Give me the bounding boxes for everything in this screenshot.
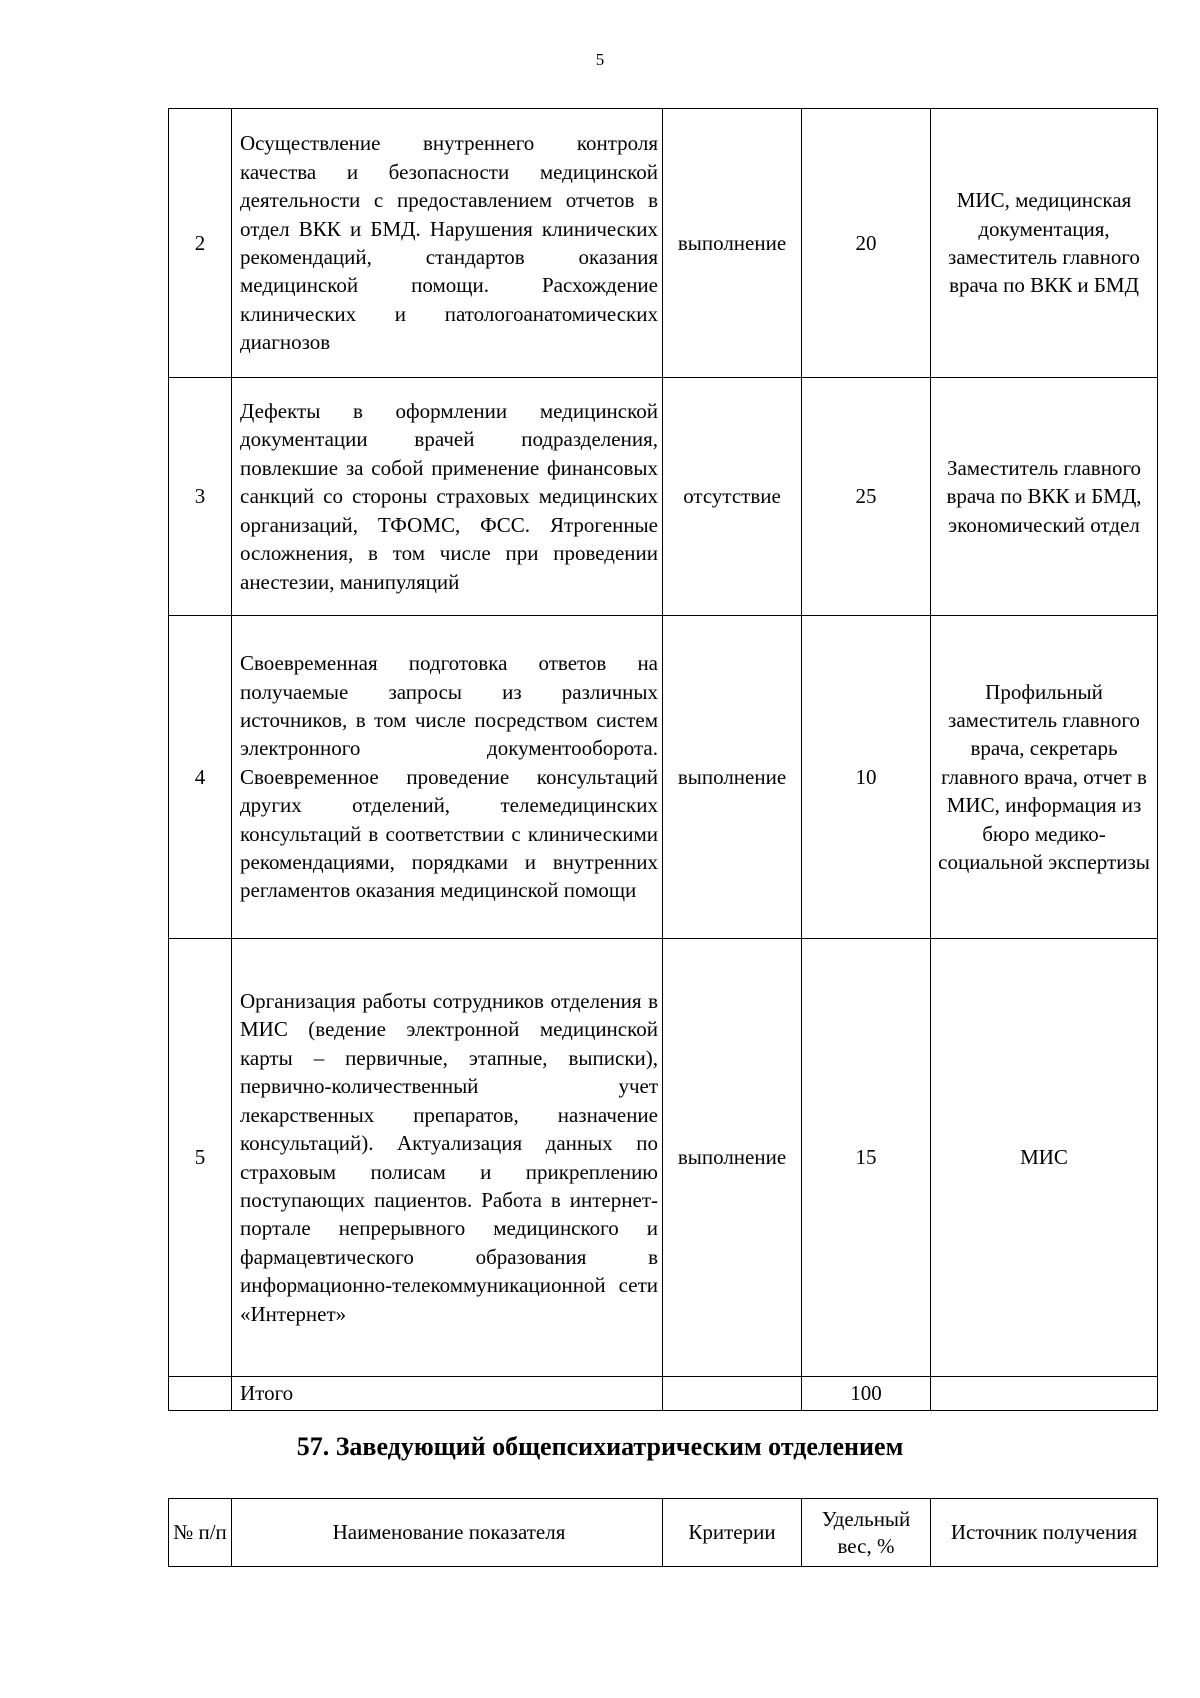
- row-number: 5: [169, 939, 232, 1377]
- header-source: Источник получения: [931, 1499, 1158, 1567]
- indicator-source: МИС: [931, 939, 1158, 1377]
- section-heading: 57. Заведующий общепсихиатрическим отделением: [296, 1432, 904, 1461]
- total-row: [169, 1377, 1158, 1411]
- header-criterion: Критерии: [663, 1499, 802, 1567]
- total-source-cell: [931, 1377, 1158, 1411]
- header-row: [169, 1499, 1158, 1567]
- row-number: 2: [169, 109, 232, 378]
- page-number: 5: [595, 50, 605, 69]
- total-number-cell: [169, 1377, 232, 1411]
- header-name: Наименование показателя: [232, 1499, 663, 1567]
- indicator-source: Профильный заместитель главного врача, секретарь главного врача, отчет в МИС, информация из бюро медико-социальной экспертизы: [931, 616, 1158, 939]
- header-weight: Удельный вес, %: [802, 1499, 931, 1567]
- indicator-weight: 15: [802, 939, 931, 1377]
- indicator-source: Заместитель главного врача по ВКК и БМД, экономический отдел: [931, 378, 1158, 616]
- indicator-weight: 10: [802, 616, 931, 939]
- indicator-weight: 25: [802, 378, 931, 616]
- indicator-name: Осуществление внутреннего контроля качества и безопасности медицинской деятельности с предоставлением отчетов в отдел ВКК и БМД. Нарушения клинических рекомендаций, стандартов оказания медицинской помощи. Расхождение клинических и патологоанатомических диагнозов: [232, 109, 663, 378]
- indicator-name: Дефекты в оформлении медицинской документации врачей подразделения, повлекшие за собой применение финансовых санкций со стороны страховых медицинских организаций, ТФОМС, ФСС. Ятрогенные осложнения, в том числе при проведении анестезии, манипуляций: [232, 378, 663, 616]
- table-row: [169, 616, 1158, 939]
- indicator-source: МИС, медицинская документация, заместитель главного врача по ВКК и БМД: [931, 109, 1158, 378]
- row-number: 4: [169, 616, 232, 939]
- indicators-table: [168, 108, 1158, 1411]
- indicator-criterion: выполнение: [663, 109, 802, 378]
- indicator-criterion: выполнение: [663, 939, 802, 1377]
- next-table-header: [168, 1498, 1158, 1567]
- table-row: [169, 378, 1158, 616]
- row-number: 3: [169, 378, 232, 616]
- indicator-name: Своевременная подготовка ответов на получаемые запросы из различных источников, в том числе посредством систем электронного документооборота. Своевременное проведение консультаций других отделений, телемедицинских консультаций в соответствии с клиническими рекомендациями, порядками и внутренних регламентов оказания медицинской помощи: [232, 616, 663, 939]
- header-num: № п/п: [169, 1499, 232, 1567]
- table-row: [169, 109, 1158, 378]
- indicator-weight: 20: [802, 109, 931, 378]
- total-criterion-cell: [663, 1377, 802, 1411]
- table-row: [169, 939, 1158, 1377]
- total-label: Итого: [232, 1377, 663, 1411]
- indicator-criterion: выполнение: [663, 616, 802, 939]
- indicator-name: Организация работы сотрудников отделения в МИС (ведение электронной медицинской карты – первичные, этапные, выписки), первично-количественный учет лекарственных препаратов, назначение консультаций). Актуализация данных по страховым полисам и прикреплению поступающих пациентов. Работа в интернет-портале непрерывного медицинского и фармацевтического образования в информационно-телекоммуникационной сети «Интернет»: [232, 939, 663, 1377]
- indicator-criterion: отсутствие: [663, 378, 802, 616]
- total-weight: 100: [802, 1377, 931, 1411]
